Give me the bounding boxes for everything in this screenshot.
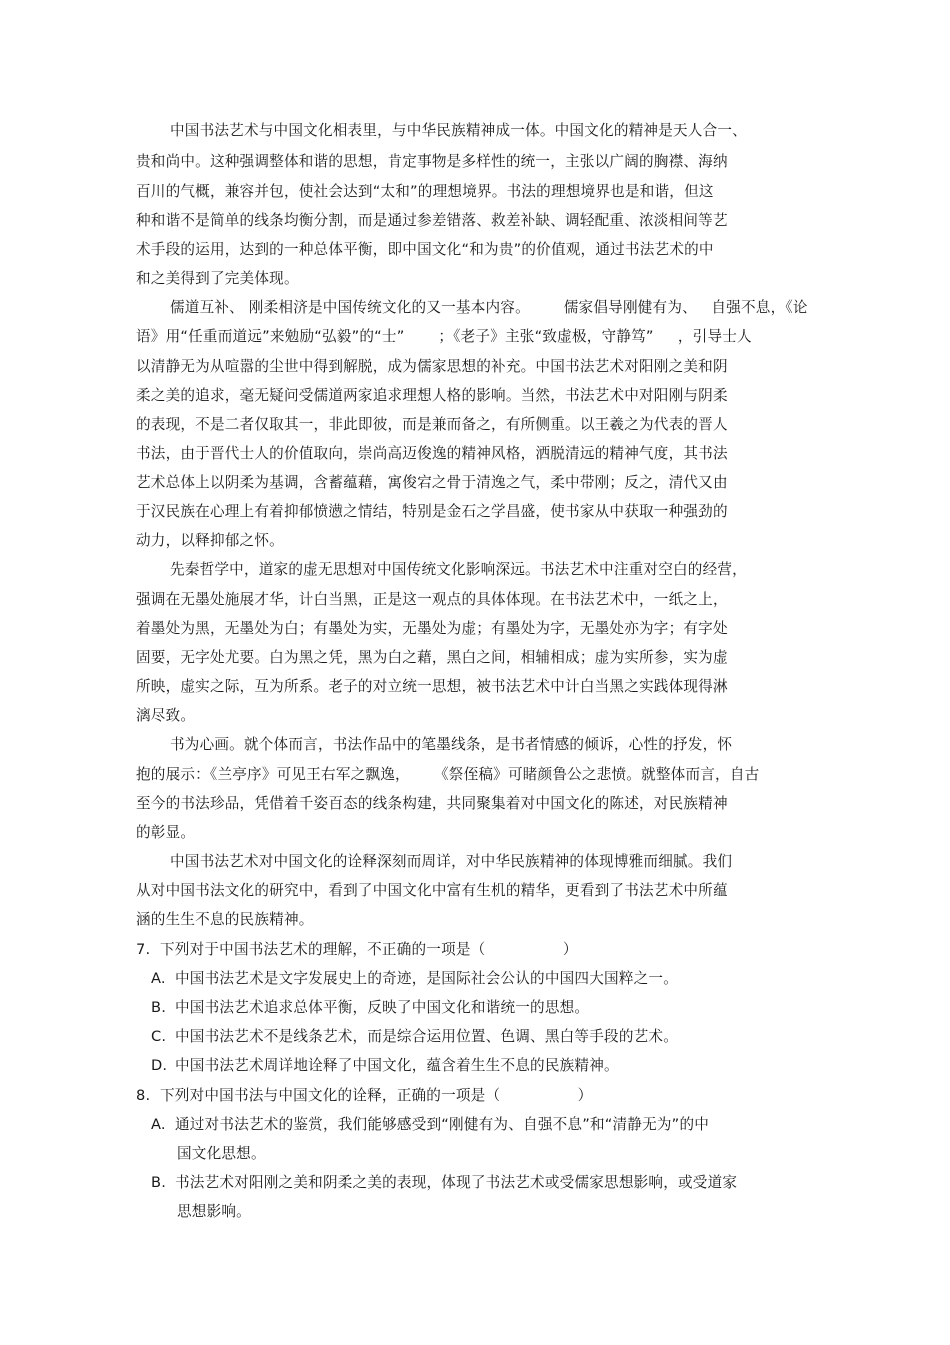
option-text: 书法艺术对阳刚之美和阴柔之美的表现，体现了书法艺术或受儒家思想影响，或受道家: [175, 1174, 738, 1191]
option-text: 中国书法艺术不是线条艺术，而是综合运用位置、色调、黑白等手段的艺术。: [175, 1028, 678, 1045]
question-stem: 8. 下列对中国书法与中国文化的诠释，正确的一项是（ ）: [136, 1087, 593, 1104]
text-line: 动力，以释抑郁之怀。: [136, 532, 284, 549]
text-line: 儒道互补、 刚柔相济是中国传统文化的又一基本内容。 儒家倡导刚健有为、 自强不息，《论: [170, 299, 808, 316]
option-letter: B.: [151, 999, 167, 1016]
text-line: 中国书法艺术对中国文化的诠释深刻而周详，对中华民族精神的体现博雅而细腻。我们: [170, 853, 733, 870]
text-line: 先秦哲学中，道家的虚无思想对中国传统文化影响深远。书法艺术中注重对空白的经营，: [170, 561, 747, 578]
text-line: 抱的展示：《兰亭序》可见王右军之飘逸， 《祭侄稿》可睹颜鲁公之悲愤。就整体而言，自古: [136, 766, 760, 783]
text-line: 漓尽致。: [136, 707, 196, 724]
option-text: 国文化思想。: [177, 1145, 266, 1162]
text-line: 以清静无为从喧嚣的尘世中得到解脱，成为儒家思想的补充。中国书法艺术对阳刚之美和阴: [136, 358, 728, 375]
option-text: 思想影响。: [177, 1203, 251, 1220]
text-line: 的彰显。: [136, 824, 196, 841]
text-line: 着墨处为黑，无墨处为白；有墨处为实，无墨处为虚；有墨处为字，无墨处亦为字；有字处: [136, 620, 728, 637]
option-text: 中国书法艺术追求总体平衡，反映了中国文化和谐统一的思想。: [175, 999, 590, 1016]
text-line: 柔之美的追求，毫无疑问受儒道两家追求理想人格的影响。当然，书法艺术中对阳刚与阴柔: [136, 387, 728, 404]
option-letter: A.: [151, 970, 166, 987]
text-line: 百川的气概，兼容并包，使社会达到“太和”的理想境界。书法的理想境界也是和谐，但这: [136, 183, 714, 200]
text-line: 强调在无墨处施展才华，计白当黑，正是这一观点的具体体现。在书法艺术中，一纸之上，: [136, 591, 728, 608]
text-line: 种和谐不是简单的线条均衡分割，而是通过参差错落、救差补缺、调轻配重、浓淡相间等艺: [136, 212, 728, 229]
text-line: 从对中国书法文化的研究中，看到了中国文化中富有生机的精华，更看到了书法艺术中所蕴: [136, 882, 728, 899]
text-line: 书为心画。就个体而言，书法作品中的笔墨线条，是书者情感的倾诉，心性的抒发，怀: [170, 736, 733, 753]
text-line: 和之美得到了完美体现。: [136, 270, 299, 287]
text-line: 固要，无字处尤要。白为黑之凭，黑为白之藉，黑白之间，相辅相成；虚为实所参，实为虚: [136, 649, 728, 666]
option-text: 中国书法艺术周详地诠释了中国文化，蕴含着生生不息的民族精神。: [175, 1057, 619, 1074]
option-letter: C.: [151, 1028, 167, 1045]
text-line: 涵的生生不息的民族精神。: [136, 911, 314, 928]
option-text: 中国书法艺术是文字发展史上的奇迹，是国际社会公认的中国四大国粹之一。: [175, 970, 678, 987]
text-line: 贵和尚中。这种强调整体和谐的思想，肯定事物是多样性的统一，主张以广阔的胸襟、海纳: [136, 153, 728, 170]
text-line: 所映，虚实之际，互为所系。老子的对立统一思想，被书法艺术中计白当黑之实践体现得淋: [136, 678, 728, 695]
option-text: 通过对书法艺术的鉴赏，我们能够感受到“刚健有为、自强不息”和“清静无为”的中: [175, 1116, 710, 1133]
text-line: 于汉民族在心理上有着抑郁愤懑之情结，特别是金石之学昌盛，使书家从中获取一种强劲的: [136, 503, 728, 520]
text-line: 的表现，不是二者仅取其一，非此即彼，而是兼而备之，有所侧重。以王羲之为代表的晋人: [136, 416, 728, 433]
question-stem: 7. 下列对于中国书法艺术的理解，不正确的一项是（ ）: [136, 941, 578, 958]
text-line: 术手段的运用，达到的一种总体平衡，即中国文化“和为贵”的价值观，通过书法艺术的中: [136, 241, 714, 258]
option-letter: A.: [151, 1116, 166, 1133]
text-line: 至今的书法珍品，凭借着千姿百态的线条构建，共同聚集着对中国文化的陈述，对民族精神: [136, 795, 728, 812]
text-line: 艺术总体上以阴柔为基调，含蓄蕴藉，寓俊宕之骨于清逸之气，柔中带刚；反之，清代又由: [136, 474, 728, 491]
text-line: 中国书法艺术与中国文化相表里，与中华民族精神成一体。中国文化的精神是天人合一、: [170, 122, 747, 139]
option-letter: B.: [151, 1174, 167, 1191]
text-line: 书法，由于晋代士人的价值取向，崇尚高迈俊逸的精神风格，洒脱清远的精神气度，其书法: [136, 445, 728, 462]
text-line: 语》用“任重而道远”来勉励“弘毅”的“士” ；《老子》主张“致虚极，守静笃” ，引导士人: [136, 328, 752, 345]
option-letter: D.: [151, 1057, 168, 1074]
